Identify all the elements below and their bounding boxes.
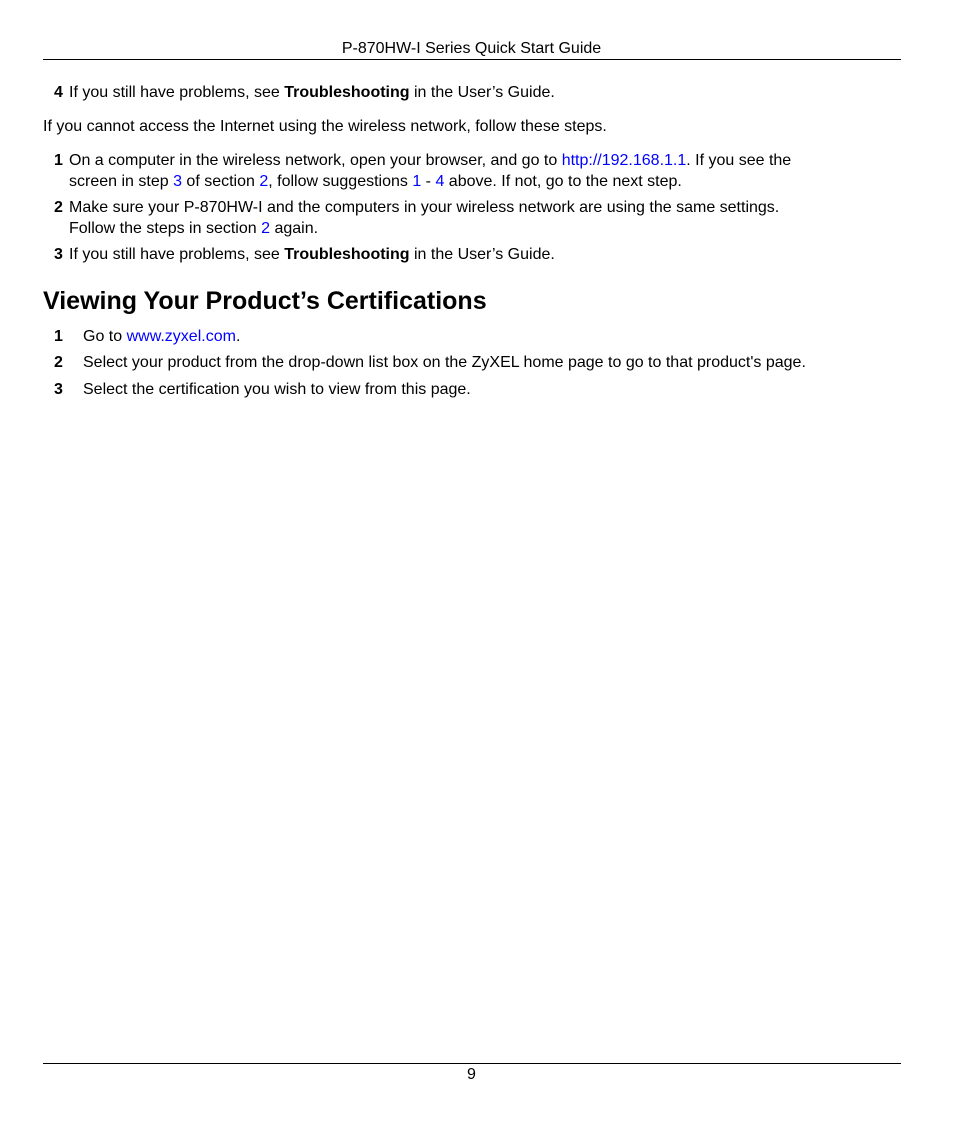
troubleshooting-ref: Troubleshooting: [284, 246, 410, 263]
step-text-line-2: [69, 171, 682, 192]
header-rule: [43, 59, 901, 60]
text: .: [235, 328, 241, 345]
suggestion-1-link[interactable]: 1: [412, 173, 422, 190]
text: On a computer in the wireless network, open your browser, and go to: [69, 152, 562, 169]
text: in the User’s Guide.: [409, 246, 555, 263]
text: screen in step: [69, 173, 174, 190]
step-text: [69, 82, 555, 103]
text: Go to: [83, 328, 127, 345]
step-number: 1: [54, 152, 63, 169]
text: above. If not, go to the next step.: [444, 173, 682, 190]
step-number: 2: [54, 199, 63, 216]
text: again.: [270, 220, 319, 237]
page-number: 9: [467, 1066, 476, 1083]
text: Follow the steps in section: [69, 220, 262, 237]
step-number: 3: [54, 381, 63, 398]
footer-rule: [43, 1063, 901, 1064]
text: in the User’s Guide.: [409, 84, 555, 101]
step-text: Select the certification you wish to view from this page.: [83, 381, 471, 398]
text: . If you see the: [686, 152, 792, 169]
step-text: [83, 326, 240, 347]
step-number: 2: [54, 354, 63, 371]
step-text: Select your product from the drop-down list box on the ZyXEL home page to go to that product's page.: [83, 354, 806, 371]
text: If you still have problems, see: [69, 84, 285, 101]
router-ip-link[interactable]: http://192.168.1.1: [561, 152, 687, 169]
step-number: 3: [54, 246, 63, 263]
text: -: [421, 173, 436, 190]
text: , follow suggestions: [268, 173, 413, 190]
wireless-intro: If you cannot access the Internet using the wireless network, follow these steps.: [43, 118, 607, 135]
header-title: P-870HW-I Series Quick Start Guide: [341, 40, 602, 57]
step-number: 1: [54, 328, 63, 345]
step-number: 4: [54, 84, 63, 101]
step-text-line-2: [69, 218, 318, 239]
step-3-link[interactable]: 3: [173, 173, 182, 190]
step-text-line-1: [69, 150, 791, 171]
text: of section: [181, 173, 260, 190]
section-heading: Viewing Your Product’s Certifications: [43, 287, 487, 315]
section-2-link[interactable]: 2: [259, 173, 269, 190]
zyxel-website-link[interactable]: www.zyxel.com: [126, 328, 236, 345]
suggestion-4-link[interactable]: 4: [435, 173, 445, 190]
troubleshooting-ref: Troubleshooting: [284, 84, 410, 101]
text: If you still have problems, see: [69, 246, 285, 263]
step-text: [69, 244, 555, 265]
step-text-line-1: Make sure your P-870HW-I and the computers in your wireless network are using the same settings.: [69, 199, 780, 216]
section-2-link[interactable]: 2: [261, 220, 270, 237]
